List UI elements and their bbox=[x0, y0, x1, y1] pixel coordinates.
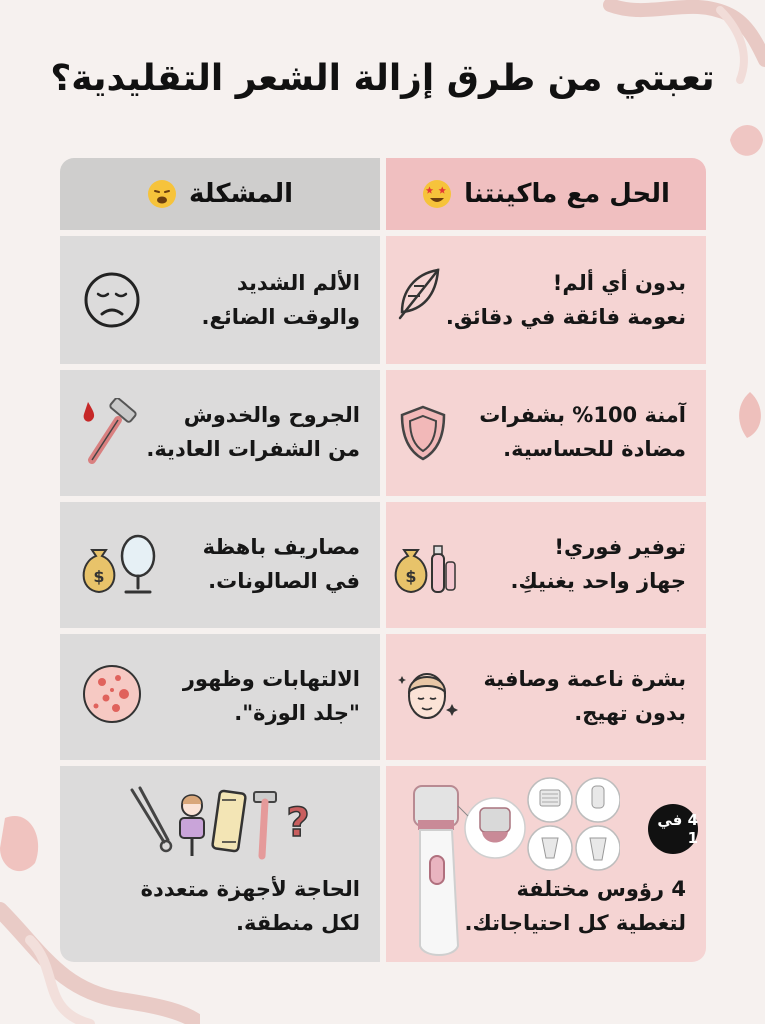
solution-row-2 bbox=[386, 370, 706, 496]
star-struck-face-icon bbox=[422, 179, 452, 209]
petal-left-bottom-icon bbox=[0, 808, 45, 878]
comparison-table bbox=[60, 158, 706, 962]
header-solution-label: الحل مع ماكينتنا bbox=[464, 179, 670, 209]
solution-row-4 bbox=[386, 634, 706, 760]
weary-face-icon bbox=[147, 179, 177, 209]
solution-3-line2: جهاز واحد يغنيكِ. bbox=[510, 569, 686, 593]
problem-5-line2: لكل منطقة. bbox=[235, 911, 360, 935]
solution-4-line2: بدون تهيج. bbox=[574, 701, 686, 725]
problem-row-4 bbox=[60, 634, 380, 760]
problem-row-2 bbox=[60, 370, 380, 496]
solution-1-line1: بدون أي ألم! bbox=[552, 271, 686, 295]
svg-text:$: $ bbox=[93, 567, 105, 586]
petal-right-top-icon bbox=[725, 120, 765, 165]
solution-row-5 bbox=[386, 766, 706, 962]
header-problem-label: المشكلة bbox=[188, 179, 294, 209]
solution-4-line1: بشرة ناعمة وصافية bbox=[483, 667, 686, 691]
problem-2-line2: من الشفرات العادية. bbox=[146, 437, 360, 461]
problem-row-3 bbox=[60, 502, 380, 628]
solution-2-line2: مضادة للحساسية. bbox=[503, 437, 686, 461]
irritated-skin-icon bbox=[80, 662, 144, 726]
solution-2-line1: آمنة 100% بشفرات bbox=[479, 403, 686, 427]
solution-5-line1: 4 رؤوس مختلفة bbox=[516, 877, 686, 901]
solution-3-line1: توفير فوري! bbox=[554, 535, 686, 559]
sad-face-icon bbox=[82, 270, 142, 330]
petal-right-mid-icon bbox=[735, 390, 765, 440]
header-problem bbox=[60, 158, 380, 230]
four-in-one-badge-label: 4 في 1 bbox=[657, 811, 698, 847]
problem-1-line1: الألم الشديد bbox=[236, 271, 360, 295]
feather-icon bbox=[394, 266, 444, 322]
page-title: تعبتي من طرق إزالة الشعر التقليدية؟ bbox=[50, 58, 715, 99]
four-in-one-badge bbox=[648, 804, 698, 854]
header-solution bbox=[386, 158, 706, 230]
problem-3-line1: مصاريف باهظة bbox=[202, 535, 360, 559]
solution-row-1 bbox=[386, 236, 706, 364]
money-mirror-icon bbox=[78, 532, 162, 596]
problem-2-line1: الجروح والخدوش bbox=[183, 403, 360, 427]
problem-row-5 bbox=[60, 766, 380, 962]
razor-blood-icon bbox=[74, 398, 144, 468]
problem-3-line2: في الصالونات. bbox=[208, 569, 360, 593]
svg-text:$: $ bbox=[405, 567, 417, 586]
solution-row-3 bbox=[386, 502, 706, 628]
money-device-icon bbox=[392, 536, 458, 598]
solution-1-line2: نعومة فائقة في دقائق. bbox=[445, 305, 686, 329]
glowing-face-icon bbox=[394, 662, 460, 728]
svg-text:?: ? bbox=[286, 800, 310, 846]
multiple-tools-icon bbox=[126, 786, 316, 860]
shield-icon bbox=[398, 404, 448, 462]
solution-5-line2: لتغطية كل احتياجاتك. bbox=[464, 911, 686, 935]
problem-5-line1: الحاجة لأجهزة متعددة bbox=[140, 877, 360, 901]
problem-1-line2: والوقت الضائع. bbox=[201, 305, 360, 329]
problem-row-1 bbox=[60, 236, 380, 364]
problem-4-line1: الالتهابات وظهور bbox=[182, 667, 360, 691]
problem-4-line2: "جلد الوزة". bbox=[234, 701, 360, 725]
